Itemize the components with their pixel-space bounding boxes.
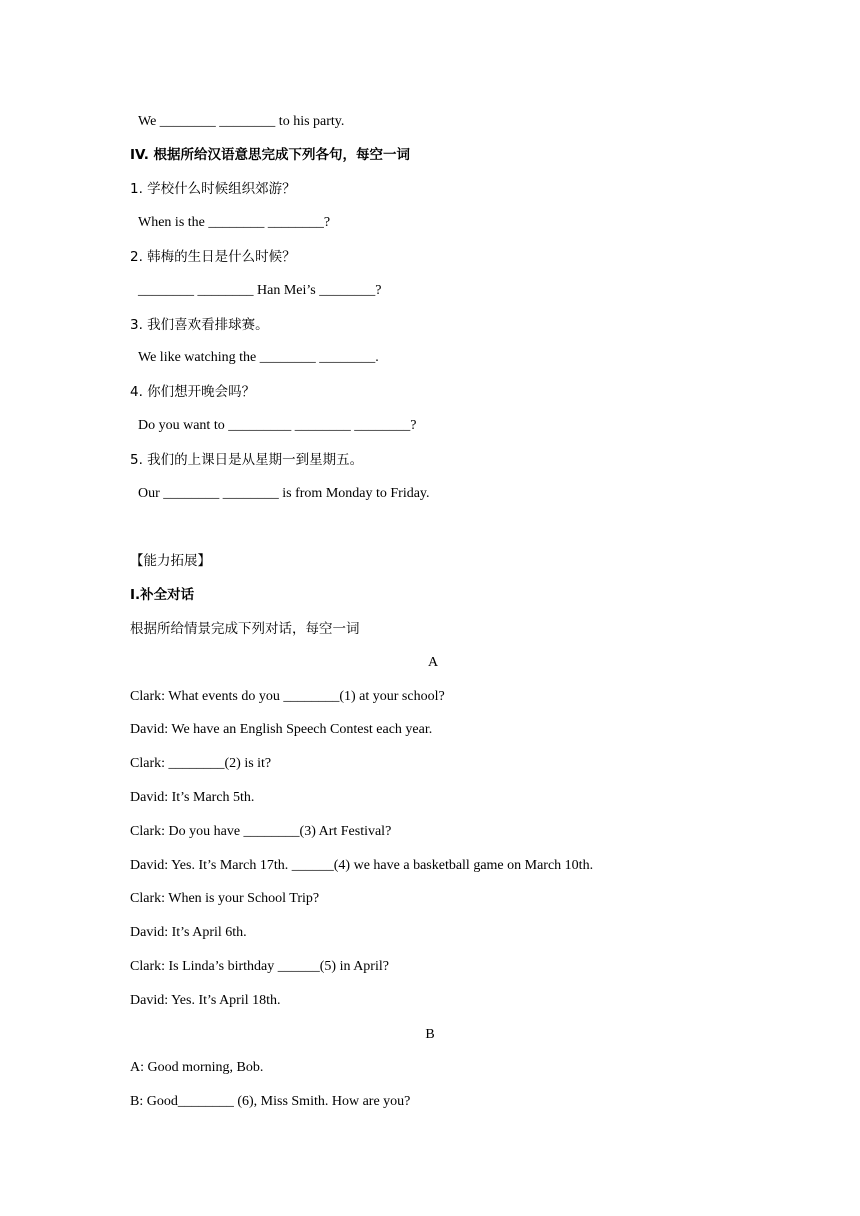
dialog-b-label: B — [425, 1027, 435, 1042]
dialog-a-line-7: Clark: When is your School Trip? — [130, 891, 320, 906]
section-iv-item-3-cn: 3. 我们喜欢看排球赛。 — [130, 317, 269, 333]
ability-title: 【能力拓展】 — [130, 553, 211, 569]
section-iv-item-3-en: We like watching the ________ ________. — [138, 350, 379, 365]
dialog-a-line-8: David: It’s April 6th. — [130, 925, 247, 940]
section-iv-item-5-en: Our ________ ________ is from Monday to Friday. — [138, 486, 430, 501]
section-iv-item-2-cn: 2. 韩梅的生日是什么时候？ — [130, 249, 296, 265]
section-iv-item-5-cn: 5. 我们的上课日是从星期一到星期五。 — [130, 452, 364, 468]
dialog-a-line-9: Clark: Is Linda’s birthday ______(5) in April? — [130, 959, 389, 974]
dialog-b-line-1: A: Good morning, Bob. — [130, 1060, 264, 1075]
dialog-a-line-1: Clark: What events do you ________(1) at your school? — [130, 689, 445, 704]
section-iv-item-1-en: When is the ________ ________? — [138, 215, 331, 230]
dialog-a-line-6: David: Yes. It’s March 17th. ______(4) we have a basketball game on March 10th. — [130, 858, 594, 873]
part-i-instruction: 根据所给情景完成下列对话，每空一词 — [130, 621, 360, 637]
part-i-heading: I.补全对话 — [130, 587, 195, 603]
section-iv-item-2-en: ________ ________ Han Mei’s ________? — [138, 283, 382, 298]
top-sentence: We ________ ________ to his party. — [138, 114, 345, 129]
section-iv-item-4-cn: 4. 你们想开晚会吗？ — [130, 384, 256, 400]
dialog-a-line-2: David: We have an English Speech Contest each year. — [130, 722, 433, 737]
section-iv-item-1-cn: 1. 学校什么时候组织郊游？ — [130, 181, 296, 197]
dialog-b-line-2: B: Good________ (6), Miss Smith. How are you? — [130, 1094, 411, 1109]
dialog-a-line-5: Clark: Do you have ________(3) Art Festival? — [130, 824, 392, 839]
dialog-a-label: A — [427, 655, 439, 670]
dialog-a-line-10: David: Yes. It’s April 18th. — [130, 993, 281, 1008]
dialog-a-line-3: Clark: ________(2) is it? — [130, 756, 272, 771]
section-iv-item-4-en: Do you want to _________ ________ ________? — [138, 418, 417, 433]
dialog-a-line-4: David: It’s March 5th. — [130, 790, 255, 805]
section-iv-heading: IV. 根据所给汉语意思完成下列各句，每空一词 — [130, 147, 411, 163]
